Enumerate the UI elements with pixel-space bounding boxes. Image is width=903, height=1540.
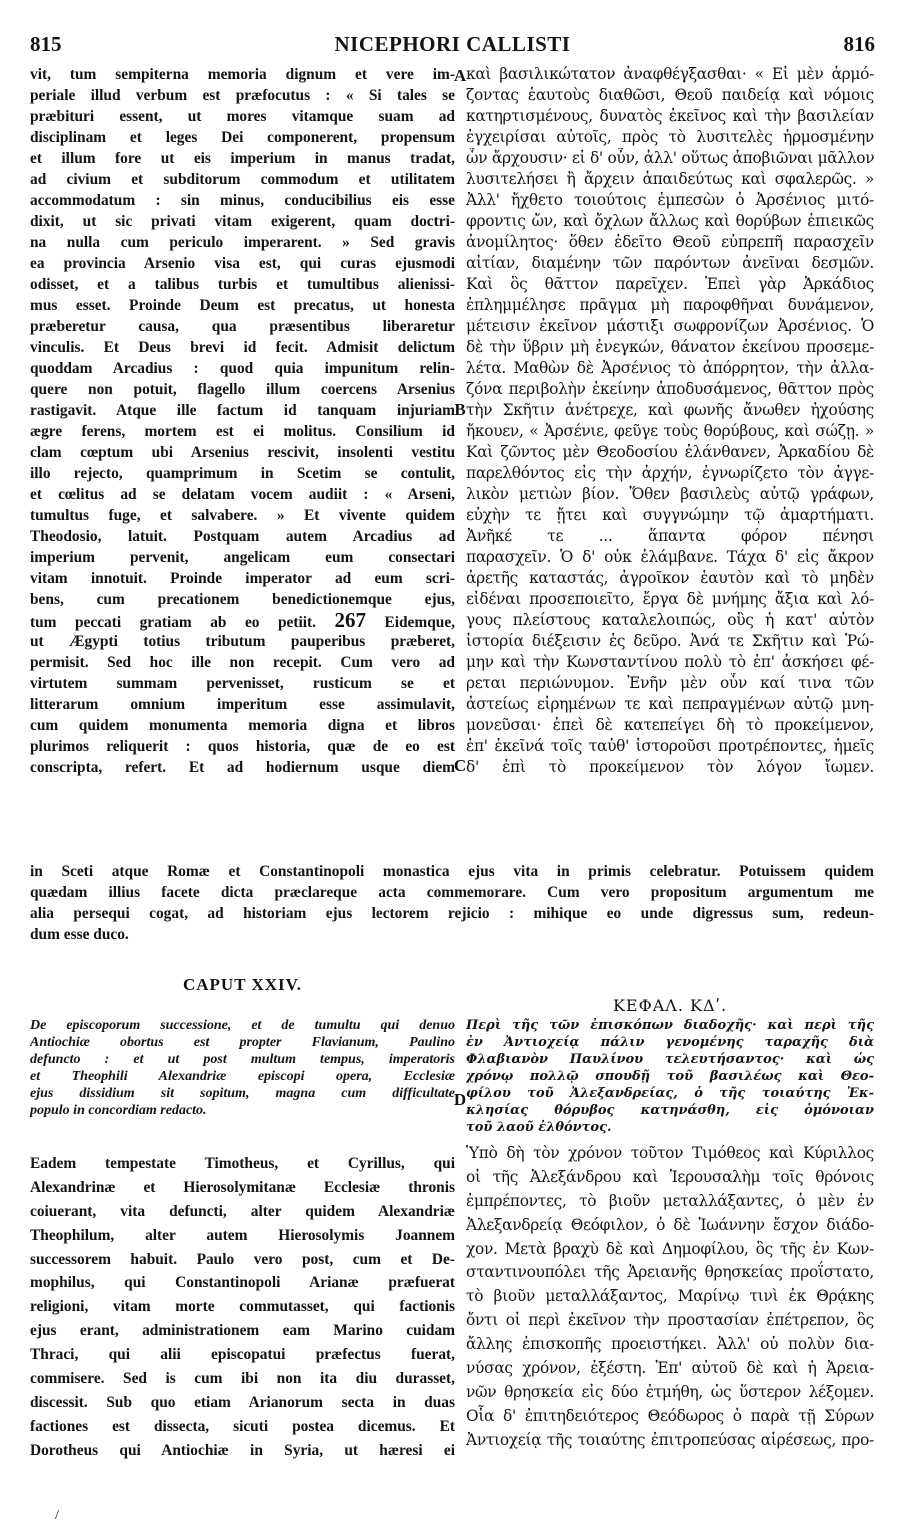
- text-line: Antiochiæ obortus est propter Flavianum, Paulino: [30, 1035, 455, 1050]
- text-line: λέτα. Μαθὼν δὲ Ἀρσένιος τὸ ἀπόρρητον, τὴν ἀλλα-: [466, 359, 874, 377]
- text-line: præbituri essent, ut mores vitamque suam ad: [30, 108, 455, 125]
- text-line: populo in concordiam redacto.: [30, 1103, 207, 1118]
- page-number-right: 816: [843, 32, 875, 56]
- latin-column-bottom: [30, 1152, 455, 1463]
- text-line: disciplinam et leges Dei componerent, propensum: [30, 129, 455, 146]
- text-line: defuncto : et ut post multum tempus, imperatoris: [30, 1052, 455, 1067]
- text-line: clam cœptum ubi Arsenius rescivit, insolenti vestitu: [30, 444, 455, 461]
- text-line: ἀστείως εἰρημένων τε καὶ πεπραγμένων αὐτῷ μνη-: [466, 695, 874, 713]
- chapter-summary-latin: [30, 1017, 455, 1119]
- full-width-paragraph: [30, 861, 874, 945]
- text-line: εὐχὴν τε ᾔτει καὶ συγγνώμην τῷ ἁμαρτήματι.: [466, 506, 874, 524]
- text-line: Alexandrinæ et Hierosolymitanæ Ecclesiæ thronis: [30, 1178, 455, 1196]
- margin-letter-a: A: [453, 66, 467, 85]
- text-line: Ὑπὸ δὴ τὸν χρόνον τοῦτον Τιμόθεος καὶ Κύριλλος: [466, 1144, 874, 1162]
- text-line: mophilus, qui Constantinopoli Arianæ præfuerat: [30, 1274, 455, 1292]
- text-line: Περὶ τῆς τῶν ἐπισκόπων διαδοχῆς· καὶ περὶ τῆς: [466, 1018, 874, 1033]
- text-line: Ἀλλ' ἤχθετο τοιούτοις ἐμπεσὼν ὁ Ἀρσένιος μιτό-: [466, 191, 874, 209]
- text-line: ἐγχειρίσαι αὐτοῖς, πρὸς τὸ λυσιτελὲς ἡρμοσμένην: [466, 128, 874, 146]
- text-line: χρόνῳ πολλῷ σπουδῇ τοῦ βασιλέως καὶ Θεο-: [466, 1069, 874, 1084]
- text-line: virtutem summam pervenisset, rusticum se et: [30, 675, 455, 692]
- text-line: bens, cum precationem benedictionemque ejus,: [30, 591, 455, 608]
- text-line: Eadem tempestate Timotheus, et Cyrillus, qui: [30, 1155, 455, 1172]
- text-line: commisere. Sed is cum ibi non ita diu durasset,: [30, 1370, 455, 1388]
- text-line: Ἀνῆκέ τε ... ἅπαντα φόρον πένησι: [466, 527, 874, 545]
- text-line: et cœlitus ad se delatam vocem audiit : « Arseni,: [30, 486, 455, 503]
- text-line: ἐπ' ἐκεῖνά τοῖς ταὐθ' ἱστοροῦσι προτρέποντες, ἡμεῖς: [466, 737, 874, 755]
- text-line: νύσας χρόνον, ἐξέστη. Ἐπ' αὐτοῦ δὲ καὶ ἡ Ἀρεια-: [466, 1359, 874, 1378]
- text-line: οἱ τῆς Ἀλεξάνδρου καὶ Ἱερουσαλὴμ τοῖς θρόνοις: [466, 1167, 874, 1186]
- text-line: μην καὶ τὴν Κωνσταντίνου πολὺ τὸ ἐπ' ἀσκήσει φέ-: [466, 653, 874, 671]
- text-line-fragment: Eidemque,: [365, 614, 455, 631]
- text-line: τοῦ λαοῦ ἐλθόντος.: [466, 1120, 612, 1135]
- text-line: παρελθόντος εἰς τὴν ἀρχήν, ἐγνωρίζετο τὸν ἀγγε-: [466, 464, 874, 482]
- text-line: τὸ βιοῦν μεταλλάξαντος, Μαρίνῳ τινὶ ἐκ Θρᾴκης: [466, 1287, 874, 1306]
- text-line: religioni, vitam morte commutasset, qui factionis: [30, 1298, 455, 1316]
- text-line: ἀρετῆς καταστάς, ἀγροῖκον ἑαυτὸν καὶ τὸ μηδὲν: [466, 569, 874, 587]
- text-line: na nulla cum periculo imperarent. » Sed gravis: [30, 234, 455, 251]
- latin-column-top: [30, 64, 455, 778]
- text-line: νῶν θρησκεία εἰς δύο ἐτμήθη, ὡς ὕστερον λέξομεν.: [466, 1382, 874, 1401]
- page-number-left: 815: [30, 32, 62, 56]
- text-line: tumultus fuge, et salvabere. » Et vivente quidem: [30, 507, 455, 524]
- text-line: ejus erant, administrationem eam Marino cuidam: [30, 1322, 455, 1340]
- running-header: [30, 32, 875, 66]
- text-line: periale illud verbum est præfocutus : « Si tales se: [30, 87, 455, 104]
- text-line: litterarum omnium imperitum esse assimulavit,: [30, 696, 455, 713]
- text-line: αἰτίαν, διαμένην τῶν παρόντων ἀνεῖναι δεσμῶν.: [466, 254, 874, 272]
- text-line: σταντινουπόλει τῆς Ἀρειανῆς θρησκείας προΐστατο,: [466, 1263, 874, 1282]
- text-line: ἤκουεν, « Ἀρσένιε, φεῦγε τοὺς θορύβους, καὶ σώζῃ. »: [466, 422, 874, 440]
- text-line: λικὸν μετιὼν βίον. Ὅθεν βασιλεὺς αὐτῷ γράφων,: [466, 485, 874, 503]
- text-line: Ἀλεξανδρείᾳ Θεόφιλον, ὁ δὲ Ἰωάννην ἔσχον διάδο-: [466, 1215, 874, 1234]
- text-line: ἀνομίλητος· ὅθεν ἐδεῖτο Θεοῦ εὐπρεπῆ παρασχεῖν: [466, 233, 874, 251]
- text-line: et illum fore ut eis imperium in manus tradat,: [30, 150, 455, 167]
- text-line: ζόνα περιβολὴν ἐκείνην ἀποδυσάμενος, θᾶττον πρὸς: [466, 380, 874, 398]
- running-title: NICEPHORI CALLISTI: [334, 32, 571, 56]
- text-line: quædam illius facete dicta præclareque acta commemorare. Cum vero propositum argumentum me: [30, 884, 874, 901]
- text-line: Φλαβιανὸν Παυλίνου τελευτήσαντος· καὶ ὡς: [466, 1052, 874, 1067]
- text-line: et Theophili Alexandriæ episcopi opera, Ecclesiæ: [30, 1069, 455, 1084]
- text-line: γους πλείστους καταλελοιπώς, οὓς ἡ κατ' αὐτὸν: [466, 611, 874, 629]
- text-line: conscripta, refert. Et ad hodiernum usque diem: [30, 759, 455, 776]
- text-line: τὴν Σκῆτιν ἀνέτρεχε, καὶ φωνῆς ἄνωθεν ἠχούσης: [466, 401, 874, 419]
- text-line: ejus dissidium sit sopitum, magna cum difficultate: [30, 1086, 455, 1101]
- text-line: μέτεισιν ἐκεῖνον μάστιξι σωφρονίζων Ἀρσένιος. Ὁ: [466, 317, 874, 335]
- text-line: Οἷα δ' ἐπιτηδειότερος Θεόδωρος ὁ παρὰ τῇ Σύρων: [466, 1406, 874, 1425]
- text-line: quere non potuit, flagello illum coercens Arsenius: [30, 381, 455, 398]
- text-line: permisit. Sed hoc ille non recepit. Cum vero ad: [30, 654, 455, 671]
- text-line: ζοντας ἑαυτοὺς διαθῶσι, Θεοῦ παιδείᾳ καὶ νόμοις: [466, 86, 874, 104]
- text-line: De episcoporum successione, et de tumultu qui denuo: [30, 1018, 455, 1033]
- text-line: χον. Μετὰ βραχὺ δὲ καὶ Δημοφίλου, ὃς τῆς ἐν Κων-: [466, 1239, 874, 1258]
- text-line: καὶ βασιλικώτατον ἀναφθέγξασθαι· « Εἰ μὲν ἁρμό-: [466, 65, 874, 83]
- text-line: ὄντι οἱ περὶ ἐκεῖνον τὴν προστασίαν ἐπέτρεπον, ὃς: [466, 1311, 874, 1330]
- text-line: vinculis. Et Deus brevi id fecit. Admisit delictum: [30, 339, 455, 356]
- margin-letter-d: D: [453, 1090, 467, 1109]
- text-line: κατηρτισμένους, δυνατὸς ἐκεῖνος καὶ τὴν βασιλείαν: [466, 107, 874, 125]
- chapter-heading-greek: ΚΕΦΑΛ. ΚΔʹ.: [612, 996, 728, 1015]
- text-line: παρασχεῖν. Ὁ δ' οὐκ ἐλάμβανε. Τάχα δ' εἰς ἄκρον: [466, 548, 874, 566]
- text-line: Dorotheus qui Antiochiæ in Syria, ut hæresi ei: [30, 1441, 455, 1459]
- text-line: Theophilum, alter autem Hierosolymis Joannem: [30, 1226, 455, 1244]
- text-line: odisset, et a talibus turbis et tumultibus alienissi-: [30, 276, 455, 293]
- text-line: ἱστορία διέξεισιν ἐς δεῦρο. Ἀνά τε Σκῆτιν καὶ Ῥώ-: [466, 632, 874, 650]
- text-line: rastigavit. Atque ille factum id tanquam injuriam: [30, 402, 455, 419]
- text-line-fragment: tum peccati gratiam ab eo petiit.: [30, 614, 335, 631]
- text-line: Thraci, qui alii episcopatui præfectus fuerat,: [30, 1346, 455, 1364]
- text-line: successorem habuit. Paulo vero post, cum et De-: [30, 1250, 455, 1268]
- chapter-heading-latin: CAPUT XXIV.: [182, 975, 302, 994]
- text-line: εἰδέναι προσεποιεῖτο, ἔργα δὲ μνήμης ἄξια καὶ λό-: [466, 590, 874, 608]
- text-line: ὧν ἄρχουσιν· εἰ δ' οὖν, ἀλλ' οὕτως ἀποβιῶναι μᾶλλον: [466, 149, 874, 167]
- text-line: ρεται περιώνυμον. Ἐνῆν μὲν οὖν καί τινα τῶν: [466, 674, 874, 692]
- text-line: ea provincia Arsenio visa est, qui curas ejusmodi: [30, 255, 455, 272]
- greek-column-bottom: [466, 1142, 874, 1453]
- text-line: ἄλλης ἐπισκοπῆς προειστήκει. Ἀλλ' οὐ πολὺν δια-: [466, 1335, 874, 1354]
- text-line: δ' ἐπὶ τὸ προκείμενον τὸν λόγον ἴωμεν.: [466, 758, 874, 776]
- text-line: ἐπλημμέλησε πρᾶγμα μὴ παροφθῆναι δυνάμενον,: [466, 296, 874, 314]
- text-line: κλησίας θόρυβος κατηνάσθη, εἰς ὁμόνοιαν: [466, 1103, 874, 1118]
- text-line: factiones est dissecta, sicuti postea dicemus. Et: [30, 1417, 455, 1435]
- text-line: coiuerant, vita defuncti, alter quidem Alexandriæ: [30, 1202, 455, 1220]
- text-line: Καὶ ὃς θᾶττον παρεῖχεν. Ἐπεὶ γὰρ Ἀρκάδιος: [466, 275, 874, 293]
- text-line: φροντις ὤν, καὶ ὄχλων ἄλλως καὶ θορύβων ἐπιεικῶς: [466, 212, 874, 230]
- text-line: ad civium et subditorum commodum et utilitatem: [30, 171, 455, 188]
- text-line: in Sceti atque Romæ et Constantinopoli monastica ejus vita in primis celebratur. Potuissem quidem: [30, 863, 874, 880]
- text-line: Ἀντιοχείᾳ τῆς τοιαύτης ἐπιτροπεύσας αἱρέσεως, προ-: [466, 1430, 874, 1449]
- text-line: δὲ τὴν ὕβριν μὴ ἐνεγκών, θάνατον ἐκείνου προσεμε-: [466, 338, 874, 356]
- text-line: cum quidem monumenta memoria digna et libros: [30, 717, 455, 734]
- text-line: Καὶ ζῶντος μὲν Θεοδοσίου ἐλάνθανεν, Ἀρκαδίου δὲ: [466, 443, 874, 461]
- text-line: alia persequi cogat, ad historiam ejus lectorem rejicio : mihique eo unde digressus sum, redeun-: [30, 905, 874, 922]
- text-line: λυσιτελήσει ἢ ἄρχειν ἀπαιδεύτως καὶ σφαλερῶς. »: [466, 170, 874, 188]
- text-line: illo rejecto, quamprimum in Scetim se contulit,: [30, 465, 455, 482]
- text-line: [30, 610, 455, 631]
- text-line: vitam innotuit. Proinde imperator ad eum scri-: [30, 570, 455, 587]
- section-number: 267: [334, 610, 366, 631]
- text-line: dixit, ut sic privati vitam exigerent, quam doctri-: [30, 213, 455, 230]
- text-line: plurimos reliquerit : quos historia, quæ de eo est: [30, 738, 455, 755]
- margin-letter-b: B: [454, 400, 466, 419]
- text-line: Theodosio, latuit. Postquam autem Arcadius ad: [30, 528, 455, 545]
- footer-mark: /: [55, 1508, 59, 1523]
- text-line: imperium pervenit, angelicam eum consectari: [30, 549, 455, 566]
- text-line: præberetur causa, qua præsentibus liberaretur: [30, 318, 455, 335]
- text-line: discessit. Sub quo etiam Arianorum secta in duas: [30, 1393, 455, 1411]
- text-line: ægre ferens, mortem est ei molitus. Consilium id: [30, 423, 455, 440]
- text-line: φίλου τοῦ Ἀλεξανδρείας, ὁ τῆς τοιαύτης Ἐκ-: [466, 1086, 874, 1101]
- text-line: mus esset. Proinde Deum est precatus, ut honesta: [30, 297, 455, 314]
- text-line: vit, tum sempiterna memoria dignum et vere im-: [30, 66, 455, 83]
- text-line: dum esse duco.: [30, 926, 129, 943]
- text-line: μονεῦσαι· ἐπεὶ δὲ κατεπείγει δὴ τὸ προκείμενον,: [466, 716, 874, 734]
- text-line: quoddam Arcadius : quod quia impunitum relin-: [30, 360, 455, 377]
- chapter-summary-greek: [466, 1017, 874, 1136]
- text-line: ἐν Ἀντιοχείᾳ πάλιν γενομένης ταραχῆς διὰ: [466, 1035, 874, 1050]
- text-line: accommodatum : sin minus, conducibilius eis esse: [30, 192, 455, 209]
- margin-letter-c: C: [453, 756, 467, 775]
- text-line: ἐμπρέποντες, τὸ βιοῦν μεταλλάξαντες, ὁ μὲν ἐν: [466, 1191, 874, 1210]
- greek-column-top: [466, 64, 874, 778]
- text-line: ut Ægypti totius tributum pauperibus præberet,: [30, 633, 455, 650]
